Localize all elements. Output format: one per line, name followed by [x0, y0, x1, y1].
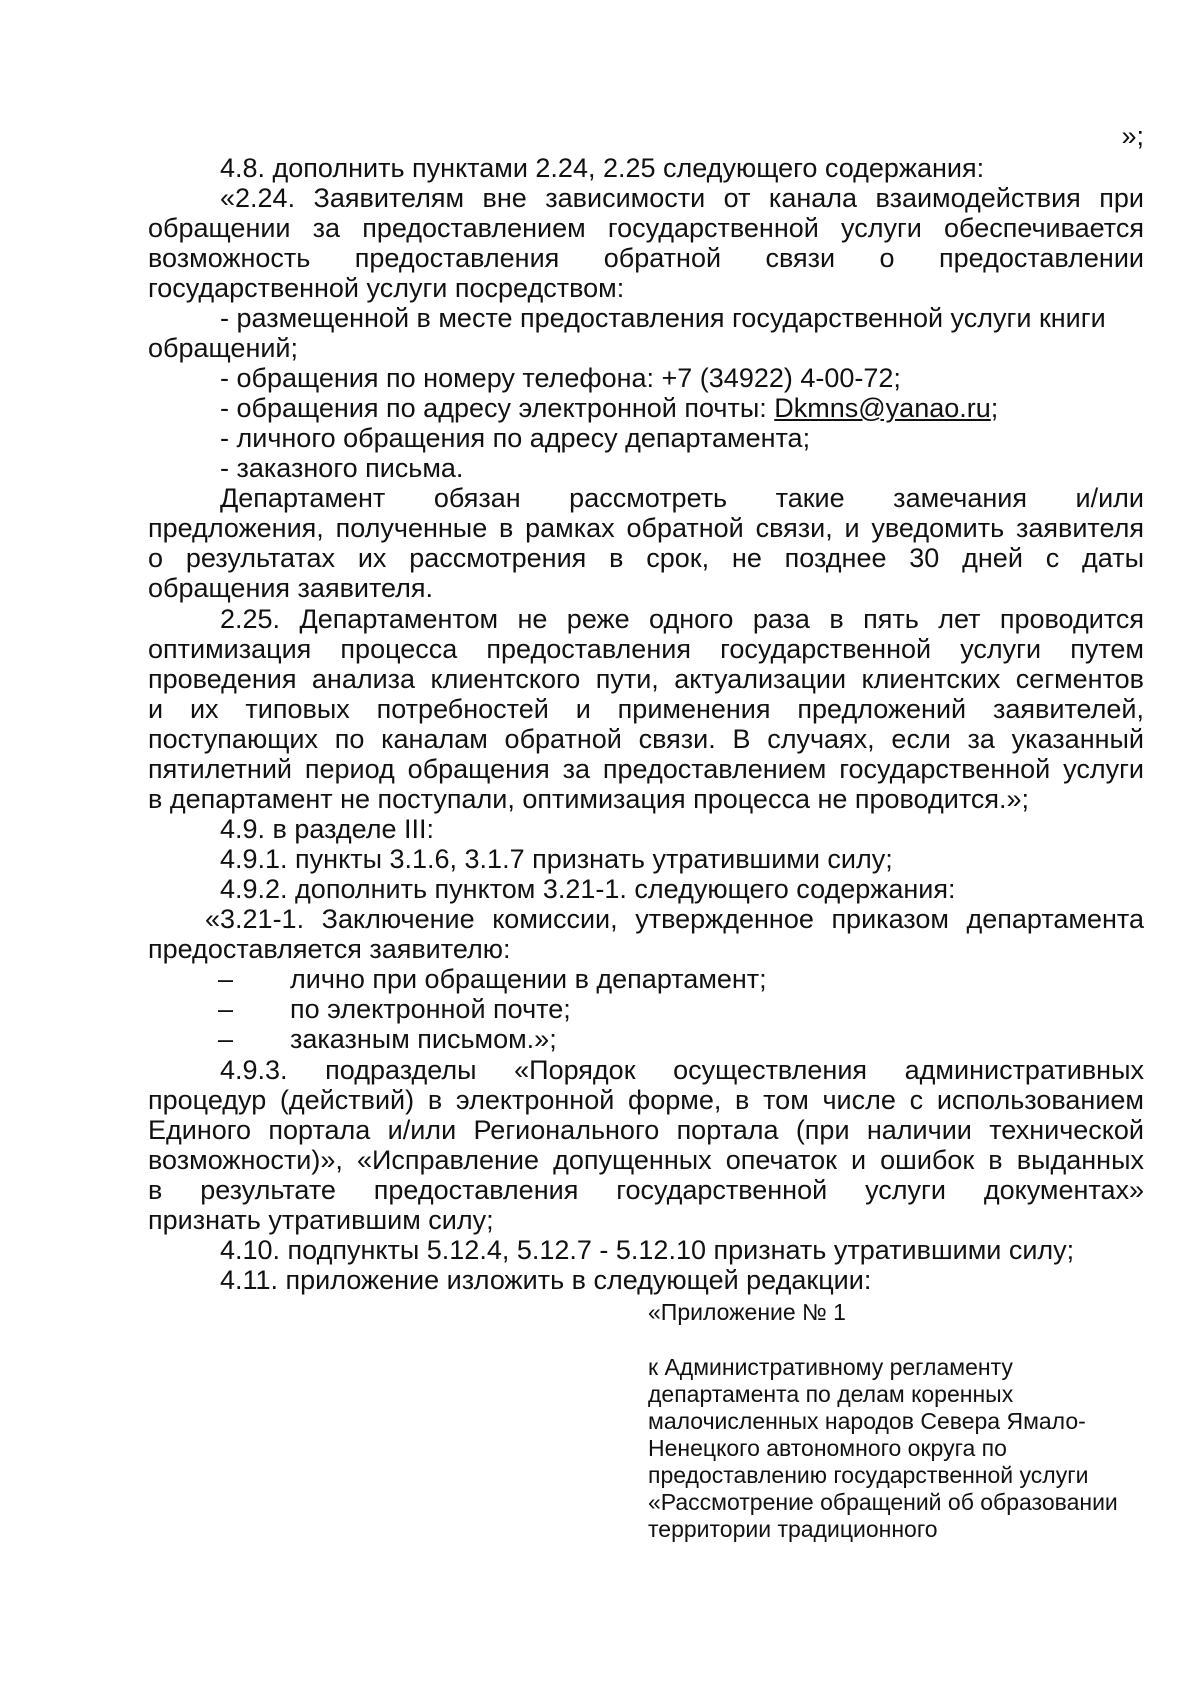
dash-list-item — [218, 963, 1118, 995]
paragraph-4-10: 4.10. подпункты 5.12.4, 5.12.7 - 5.12.10 признать утратившими силу; — [220, 1235, 1075, 1265]
appendix-line: Ненецкого автономного округа по — [648, 1435, 1007, 1461]
paragraph-3-21-1-line-2: предоставляется заявителю: — [148, 934, 511, 964]
paragraph-2-25-line-7: в департамент не поступали, оптимизация процесса не проводится.»; — [148, 784, 1030, 814]
list-item-phone: - обращения по номеру телефона: +7 (34922) 4-00-72; — [220, 363, 901, 393]
paragraph-2-25-line-1: 2.25. Департаментом не реже одного раза в пять лет проводится — [220, 604, 1144, 634]
paragraph-3-21-1-line-1: «3.21-1. Заключение комиссии, утвержденное приказом департамента — [205, 904, 1144, 934]
paragraph-2-25-line-3: проведения анализа клиентского пути, актуализации клиентских сегментов — [148, 664, 1144, 694]
paragraph-2-24-line-1: «2.24. Заявителям вне зависимости от канала взаимодействия при — [220, 183, 1144, 213]
paragraph-4-9-3-line-4: возможности)», «Исправление допущенных опечаток и ошибок в выданных — [148, 1145, 1144, 1175]
paragraph-4-8: 4.8. дополнить пунктами 2.24, 2.25 следующего содержания: — [220, 153, 985, 183]
dash-list-item — [218, 1023, 1118, 1055]
appendix-line: предоставлению государственной услуги — [648, 1462, 1089, 1488]
appendix-line: «Рассмотрение обращений об образовании — [648, 1489, 1118, 1515]
paragraph-4-9-3-line-5: в результате предоставления государственной услуги документах» — [148, 1175, 1144, 1205]
dash-list-item-text: лично при обращении в департамент; — [290, 964, 767, 994]
paragraph-4-9-2: 4.9.2. дополнить пунктом 3.21-1. следующего содержания: — [220, 874, 956, 904]
paragraph-department-line-2: предложения, полученные в рамках обратной связи, и уведомить заявителя — [148, 513, 1144, 543]
list-item-personal: - личного обращения по адресу департамента; — [220, 423, 811, 453]
paragraph-2-25-line-5: поступающих по каналам обратной связи. В случаях, если за указанный — [148, 724, 1144, 754]
paragraph-4-9: 4.9. в разделе III: — [220, 814, 435, 844]
paragraph-4-9-3-line-6: признать утратившим силу; — [148, 1205, 494, 1235]
paragraph-department-line-3: о результатах их рассмотрения в срок, не позднее 30 дней с даты — [148, 543, 1144, 573]
appendix-line: департамента по делам коренных — [648, 1381, 1014, 1407]
appendix-line: малочисленных народов Севера Ямало- — [648, 1408, 1086, 1434]
paragraph-4-11: 4.11. приложение изложить в следующей редакции: — [220, 1265, 872, 1295]
paragraph-2-25-line-4: и их типовых потребностей и применения предложений заявителей, — [148, 694, 1144, 724]
list-item-letter: - заказного письма. — [220, 453, 464, 483]
list-item-book-line-2: обращений; — [148, 333, 299, 363]
dash-list-item-text: по электронной почте; — [290, 994, 571, 1024]
list-item-email-suffix: ; — [990, 393, 999, 423]
paragraph-2-24-line-2: обращении за предоставлением государственной услуги обеспечивается — [148, 213, 1144, 243]
appendix-line: к Административному регламенту — [648, 1354, 1013, 1380]
email-link[interactable]: Dkmns@yanao.ru — [774, 393, 991, 423]
paragraph-2-25-line-6: пятилетний период обращения за предоставлением государственной услуги — [148, 754, 1144, 784]
dash-list-item — [218, 993, 1118, 1025]
dash-bullet: – — [218, 1024, 234, 1054]
paragraph-department-line-1: Департамент обязан рассмотреть такие замечания и/или — [220, 483, 1144, 513]
paragraph-2-24-line-4: государственной услуги посредством: — [148, 273, 625, 303]
appendix-line: территории традиционного — [648, 1516, 938, 1542]
dash-bullet: – — [218, 994, 234, 1024]
paragraph-2-25-line-2: оптимизация процесса предоставления государственной услуги путем — [148, 634, 1144, 664]
paragraph-4-9-3-line-3: Единого портала и/или Регионального портала (при наличии технической — [148, 1115, 1144, 1145]
appendix-title: «Приложение № 1 — [648, 1299, 846, 1325]
paragraph-4-9-1: 4.9.1. пункты 3.1.6, 3.1.7 признать утратившими силу; — [220, 844, 893, 874]
list-item-email-prefix: - обращения по адресу электронной почты: — [220, 393, 775, 423]
dash-list-item-text: заказным письмом.»; — [290, 1024, 557, 1054]
list-item-email — [220, 392, 1144, 424]
paragraph-2-24-line-3: возможность предоставления обратной связи о предоставлении — [148, 243, 1144, 273]
dash-bullet: – — [218, 964, 234, 994]
paragraph-4-9-3-line-2: процедур (действий) в электронной форме, в том числе с использованием — [148, 1085, 1144, 1115]
closing-quote-mark: »; — [1121, 121, 1144, 151]
paragraph-4-9-3-line-1: 4.9.3. подразделы «Порядок осуществления административных — [220, 1055, 1144, 1085]
paragraph-department-line-4: обращения заявителя. — [148, 573, 434, 603]
list-item-book-line-1: - размещенной в месте предоставления государственной услуги книги — [220, 303, 1106, 333]
